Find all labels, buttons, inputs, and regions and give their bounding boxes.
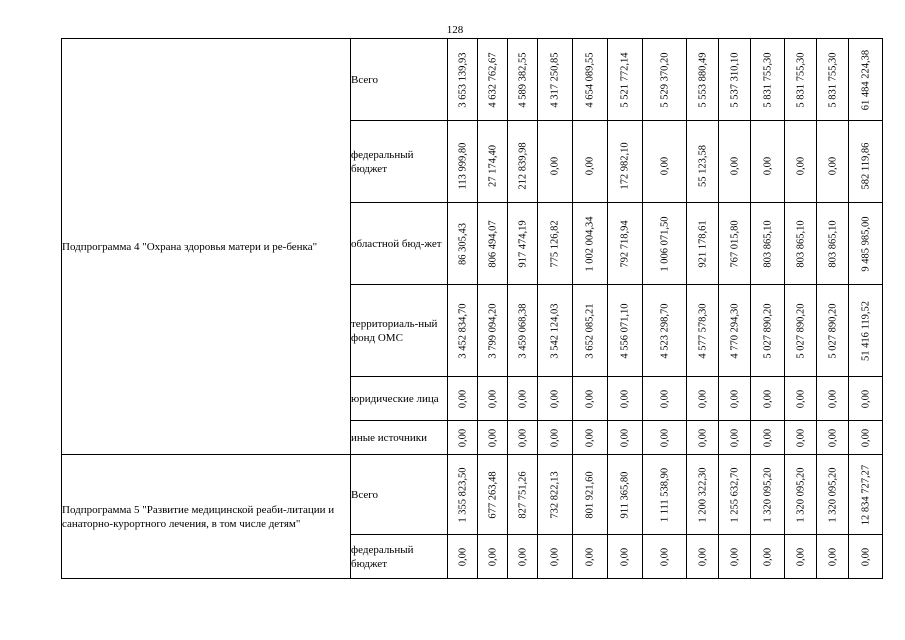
cell-value: 5 529 370,20: [659, 51, 670, 108]
value-cell: [478, 39, 508, 121]
value-cell: [508, 121, 538, 203]
value-cell: [643, 455, 687, 535]
cell-value: 1 320 095,20: [762, 466, 773, 523]
cell-value: 0,00: [457, 547, 468, 566]
table-row: [62, 455, 883, 535]
cell-value: 3 459 068,38: [517, 302, 528, 359]
cell-value: 4 654 089,55: [584, 51, 596, 108]
cell-value: 1 355 823,50: [457, 466, 468, 523]
value-cell: [573, 121, 608, 203]
cell-value: 1 320 095,20: [795, 466, 806, 523]
value-cell: [643, 535, 687, 579]
value-cell: [478, 285, 508, 377]
value-cell: [573, 377, 608, 421]
cell-value: 732 822,13: [549, 470, 561, 519]
value-cell: [719, 421, 751, 455]
cell-value: 0,00: [517, 389, 528, 408]
value-cell: [849, 285, 883, 377]
cell-value: 0,00: [827, 428, 838, 447]
value-cell: [538, 535, 573, 579]
funding-source-federal: федеральный бюджет: [351, 535, 448, 579]
value-cell: [448, 285, 478, 377]
value-cell: [785, 455, 817, 535]
cell-value: 5 027 890,20: [827, 302, 838, 359]
cell-value: 677 263,48: [487, 470, 498, 519]
value-cell: [687, 535, 719, 579]
cell-value: 0,00: [729, 547, 740, 566]
cell-value: 775 126,82: [549, 219, 561, 268]
value-cell: [448, 421, 478, 455]
value-cell: [849, 455, 883, 535]
cell-value: 0,00: [827, 547, 838, 566]
value-cell: [478, 203, 508, 285]
value-cell: [573, 39, 608, 121]
value-cell: [478, 121, 508, 203]
cell-value: 5 553 880,49: [697, 51, 708, 108]
value-cell: [849, 203, 883, 285]
cell-value: 0,00: [584, 428, 596, 447]
value-cell: [687, 421, 719, 455]
cell-value: 0,00: [795, 547, 806, 566]
value-cell: [608, 455, 643, 535]
value-cell: [448, 535, 478, 579]
cell-value: 0,00: [795, 157, 806, 176]
value-cell: [573, 421, 608, 455]
cell-value: 0,00: [549, 389, 561, 408]
cell-value: 0,00: [517, 428, 528, 447]
cell-value: 0,00: [762, 547, 773, 566]
cell-value: 1 255 632,70: [729, 466, 740, 523]
cell-value: 4 577 578,30: [697, 302, 708, 359]
cell-value: 921 178,61: [697, 219, 708, 268]
cell-value: 0,00: [762, 389, 773, 408]
value-cell: [448, 121, 478, 203]
cell-value: 9 485 985,00: [860, 215, 871, 272]
cell-value: 806 494,07: [487, 219, 498, 268]
cell-value: 4 317 250,85: [549, 51, 561, 108]
cell-value: 1 002 004,34: [584, 215, 596, 272]
value-cell: [448, 203, 478, 285]
cell-value: 4 589 382,55: [517, 51, 528, 108]
value-cell: [448, 455, 478, 535]
value-cell: [687, 377, 719, 421]
cell-value: 5 537 310,10: [729, 51, 740, 108]
value-cell: [719, 203, 751, 285]
cell-value: 1 111 538,90: [659, 467, 670, 522]
cell-value: 0,00: [487, 547, 498, 566]
cell-value: 0,00: [762, 428, 773, 447]
cell-value: 0,00: [860, 428, 871, 447]
cell-value: 0,00: [697, 547, 708, 566]
value-cell: [785, 121, 817, 203]
funding-source-total: Всего: [351, 39, 448, 121]
value-cell: [643, 39, 687, 121]
cell-value: 0,00: [549, 428, 561, 447]
cell-value: 917 474,19: [517, 219, 528, 268]
cell-value: 3 653 139,93: [457, 51, 468, 108]
cell-value: 0,00: [729, 157, 740, 176]
value-cell: [751, 285, 785, 377]
cell-value: 803 865,10: [827, 219, 838, 268]
value-cell: [478, 421, 508, 455]
value-cell: [849, 535, 883, 579]
cell-value: 0,00: [729, 389, 740, 408]
cell-value: 0,00: [487, 428, 498, 447]
value-cell: [573, 455, 608, 535]
cell-value: 12 834 727,27: [860, 464, 871, 525]
value-cell: [478, 535, 508, 579]
value-cell: [687, 285, 719, 377]
value-cell: [643, 377, 687, 421]
value-cell: [785, 203, 817, 285]
cell-value: 3 799 094,20: [487, 302, 498, 359]
funding-source-other: иные источники: [351, 421, 448, 455]
cell-value: 1 320 095,20: [827, 466, 838, 523]
cell-value: 0,00: [619, 428, 631, 447]
cell-value: 0,00: [795, 389, 806, 408]
cell-value: 0,00: [584, 389, 596, 408]
cell-value: 5 831 755,30: [795, 51, 806, 108]
value-cell: [719, 455, 751, 535]
cell-value: 0,00: [659, 389, 670, 408]
cell-value: 3 652 085,21: [584, 302, 596, 359]
cell-value: 0,00: [549, 547, 561, 566]
cell-value: 0,00: [517, 547, 528, 566]
value-cell: [573, 285, 608, 377]
value-cell: [508, 455, 538, 535]
value-cell: [643, 421, 687, 455]
value-cell: [448, 377, 478, 421]
value-cell: [849, 121, 883, 203]
cell-value: 27 174,40: [487, 145, 498, 188]
value-cell: [608, 39, 643, 121]
cell-value: 0,00: [860, 389, 871, 408]
cell-value: 803 865,10: [762, 219, 773, 268]
cell-value: 0,00: [659, 428, 670, 447]
value-cell: [508, 421, 538, 455]
value-cell: [573, 203, 608, 285]
table-row: [62, 39, 883, 121]
cell-value: 0,00: [827, 389, 838, 408]
cell-value: 5 521 772,14: [619, 51, 631, 108]
value-cell: [478, 377, 508, 421]
cell-value: 113 999,80: [457, 142, 468, 190]
budget-table: [61, 38, 883, 579]
value-cell: [448, 39, 478, 121]
value-cell: [538, 421, 573, 455]
cell-value: 0,00: [697, 389, 708, 408]
cell-value: 0,00: [659, 547, 670, 566]
cell-value: 4 632 762,67: [487, 51, 498, 108]
value-cell: [817, 121, 849, 203]
value-cell: [719, 39, 751, 121]
cell-value: 0,00: [457, 389, 468, 408]
cell-value: 3 542 124,03: [549, 302, 561, 359]
cell-value: 5 027 890,20: [762, 302, 773, 359]
cell-value: 0,00: [584, 157, 596, 176]
cell-value: 0,00: [762, 157, 773, 176]
cell-value: 0,00: [729, 428, 740, 447]
cell-value: 827 751,26: [517, 470, 528, 519]
value-cell: [849, 377, 883, 421]
value-cell: [643, 203, 687, 285]
value-cell: [817, 285, 849, 377]
cell-value: 61 484 224,38: [860, 49, 871, 110]
value-cell: [538, 39, 573, 121]
value-cell: [508, 535, 538, 579]
value-cell: [719, 535, 751, 579]
value-cell: [538, 285, 573, 377]
value-cell: [719, 121, 751, 203]
funding-source-regional: областной бюд-жет: [351, 203, 448, 285]
value-cell: [508, 377, 538, 421]
value-cell: [817, 39, 849, 121]
value-cell: [785, 39, 817, 121]
subprogram-title: Подпрограмма 5 "Развитие медицинской реаби-литации и санаторно-курортного лечения, в том числе детям": [62, 455, 351, 579]
value-cell: [687, 455, 719, 535]
page-number: 128: [446, 24, 464, 36]
cell-value: 212 839,98: [517, 142, 528, 190]
value-cell: [785, 421, 817, 455]
cell-value: 4 556 071,10: [619, 302, 631, 359]
value-cell: [785, 285, 817, 377]
subprogram-title: Подпрограмма 4 "Охрана здоровья матери и ре-бенка": [62, 39, 351, 455]
value-cell: [538, 121, 573, 203]
value-cell: [508, 203, 538, 285]
value-cell: [785, 535, 817, 579]
value-cell: [608, 203, 643, 285]
cell-value: 801 921,60: [584, 470, 596, 519]
value-cell: [817, 377, 849, 421]
cell-value: 172 982,10: [619, 142, 631, 190]
value-cell: [573, 535, 608, 579]
value-cell: [719, 285, 751, 377]
value-cell: [608, 421, 643, 455]
value-cell: [751, 39, 785, 121]
cell-value: 1 200 322,30: [697, 466, 708, 523]
cell-value: 0,00: [457, 428, 468, 447]
cell-value: 5 831 755,30: [762, 51, 773, 108]
value-cell: [608, 121, 643, 203]
funding-source-federal: федеральный бюджет: [351, 121, 448, 203]
value-cell: [849, 39, 883, 121]
funding-source-total: Всего: [351, 455, 448, 535]
cell-value: 767 015,80: [729, 219, 740, 268]
cell-value: 3 452 834,70: [457, 302, 468, 359]
value-cell: [478, 455, 508, 535]
value-cell: [751, 203, 785, 285]
value-cell: [751, 421, 785, 455]
cell-value: 4 770 294,30: [729, 302, 740, 359]
value-cell: [538, 203, 573, 285]
value-cell: [608, 285, 643, 377]
cell-value: 5 027 890,20: [795, 302, 806, 359]
cell-value: 0,00: [795, 428, 806, 447]
value-cell: [538, 377, 573, 421]
value-cell: [608, 377, 643, 421]
value-cell: [687, 39, 719, 121]
value-cell: [751, 121, 785, 203]
cell-value: 0,00: [697, 428, 708, 447]
value-cell: [817, 535, 849, 579]
value-cell: [849, 421, 883, 455]
cell-value: 4 523 298,70: [659, 302, 670, 359]
cell-value: 86 305,43: [457, 222, 468, 265]
cell-value: 792 718,94: [619, 219, 631, 268]
value-cell: [687, 203, 719, 285]
value-cell: [751, 455, 785, 535]
cell-value: 803 865,10: [795, 219, 806, 268]
cell-value: 1 006 071,50: [659, 215, 670, 272]
cell-value: 0,00: [860, 547, 871, 566]
funding-source-legal: юридические лица: [351, 377, 448, 421]
value-cell: [643, 285, 687, 377]
cell-value: 0,00: [619, 547, 631, 566]
cell-value: 51 416 119,52: [860, 300, 871, 361]
value-cell: [751, 535, 785, 579]
cell-value: 0,00: [487, 389, 498, 408]
cell-value: 582 119,86: [860, 142, 871, 190]
cell-value: 0,00: [619, 389, 631, 408]
cell-value: 0,00: [827, 157, 838, 176]
value-cell: [817, 455, 849, 535]
value-cell: [608, 535, 643, 579]
value-cell: [508, 285, 538, 377]
value-cell: [817, 203, 849, 285]
funding-source-oms: территориаль-ный фонд ОМС: [351, 285, 448, 377]
value-cell: [538, 455, 573, 535]
value-cell: [817, 421, 849, 455]
value-cell: [508, 39, 538, 121]
cell-value: 0,00: [659, 157, 670, 176]
value-cell: [719, 377, 751, 421]
value-cell: [785, 377, 817, 421]
cell-value: 911 365,80: [619, 471, 631, 518]
cell-value: 5 831 755,30: [827, 51, 838, 108]
value-cell: [643, 121, 687, 203]
value-cell: [751, 377, 785, 421]
cell-value: 0,00: [549, 157, 561, 176]
value-cell: [687, 121, 719, 203]
cell-value: 0,00: [584, 547, 596, 566]
cell-value: 55 123,58: [697, 145, 708, 188]
